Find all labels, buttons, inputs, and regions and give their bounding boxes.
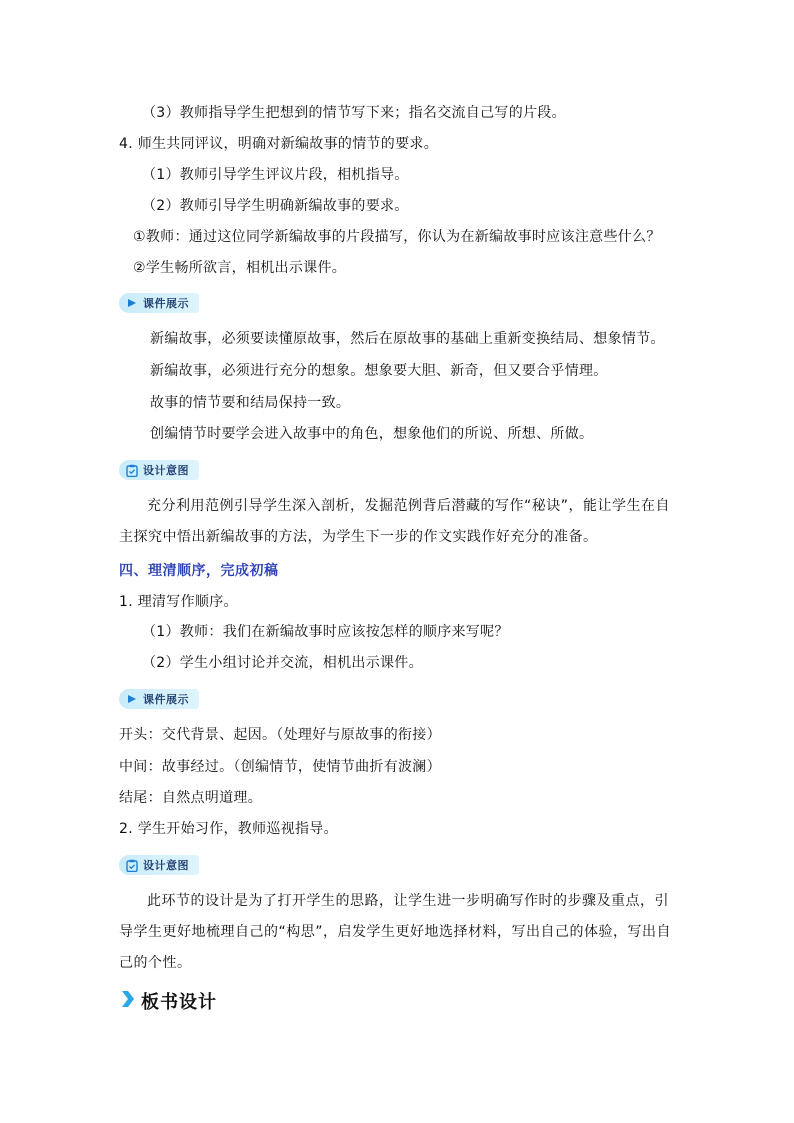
design-intent-paragraph: 此环节的设计是为了打开学生的思路，让学生进一步明确写作时的步骤及重点，引导学生更好地梳理自己的“构思”，启发学生更好地选择材料，写出自己的体验，写出自己的个性。 (119, 893, 672, 971)
text-line: ②学生畅所欲言，相机出示课件。 (133, 260, 347, 276)
clipboard-icon (125, 463, 139, 477)
text-line: 2. 学生开始习作，教师巡视指导。 (119, 821, 338, 837)
chevron-right-icon (121, 990, 135, 1012)
play-triangle-icon (125, 296, 139, 310)
courseware-line: 开头：交代背景、起因。（处理好与原故事的衔接） (119, 727, 441, 743)
text-line: （3）教师指导学生把想到的情节写下来；指名交流自己写的片段。 (142, 105, 566, 121)
board-design-heading (121, 988, 217, 1014)
text-line: ①教师：通过这位同学新编故事的片段描写，你认为在新编故事时应该注意些什么？ (133, 229, 661, 245)
design-intent-tag-label: 设计意图 (143, 859, 189, 872)
courseware-line: 创编情节时要学会进入故事中的角色，想象他们的所说、所想、所做。 (150, 426, 594, 442)
courseware-line: 故事的情节要和结局保持一致。 (150, 395, 351, 411)
courseware-tag (119, 689, 199, 709)
section-heading: 四、理清顺序，完成初稿 (119, 563, 279, 579)
design-intent-tag-label: 设计意图 (143, 464, 189, 477)
play-triangle-icon (125, 692, 139, 706)
design-intent-tag (119, 855, 199, 875)
text-line: 1. 理清写作顺序。 (119, 594, 238, 610)
courseware-tag-label: 课件展示 (143, 693, 189, 706)
clipboard-icon (125, 858, 139, 872)
text-line: （1）教师引导学生评议片段，相机指导。 (142, 167, 409, 183)
courseware-line: 新编故事，必须进行充分的想象。想象要大胆、新奇，但又要合乎情理。 (150, 363, 608, 379)
text-line: （2）教师引导学生明确新编故事的要求。 (142, 198, 409, 214)
text-line: 4. 师生共同评议，明确对新编故事的情节的要求。 (119, 136, 439, 152)
courseware-line: 中间：故事经过。（创编情节，使情节曲折有波澜） (119, 759, 441, 775)
courseware-line: 新编故事，必须要读懂原故事，然后在原故事的基础上重新变换结局、想象情节。 (150, 331, 665, 347)
board-design-heading-label: 板书设计 (141, 992, 217, 1013)
courseware-line: 结尾：自然点明道理。 (119, 790, 262, 806)
courseware-tag-label: 课件展示 (143, 297, 189, 310)
text-line: （2）学生小组讨论并交流，相机出示课件。 (142, 655, 423, 671)
courseware-tag (119, 293, 199, 313)
text-line: （1）教师：我们在新编故事时应该按怎样的顺序来写呢？ (142, 624, 509, 640)
design-intent-tag (119, 460, 199, 480)
design-intent-paragraph: 充分利用范例引导学生深入剖析，发掘范例背后潜藏的写作“秘诀”，能让学生在自主探究中悟出新编故事的方法，为学生下一步的作文实践作好充分的准备。 (119, 498, 671, 545)
